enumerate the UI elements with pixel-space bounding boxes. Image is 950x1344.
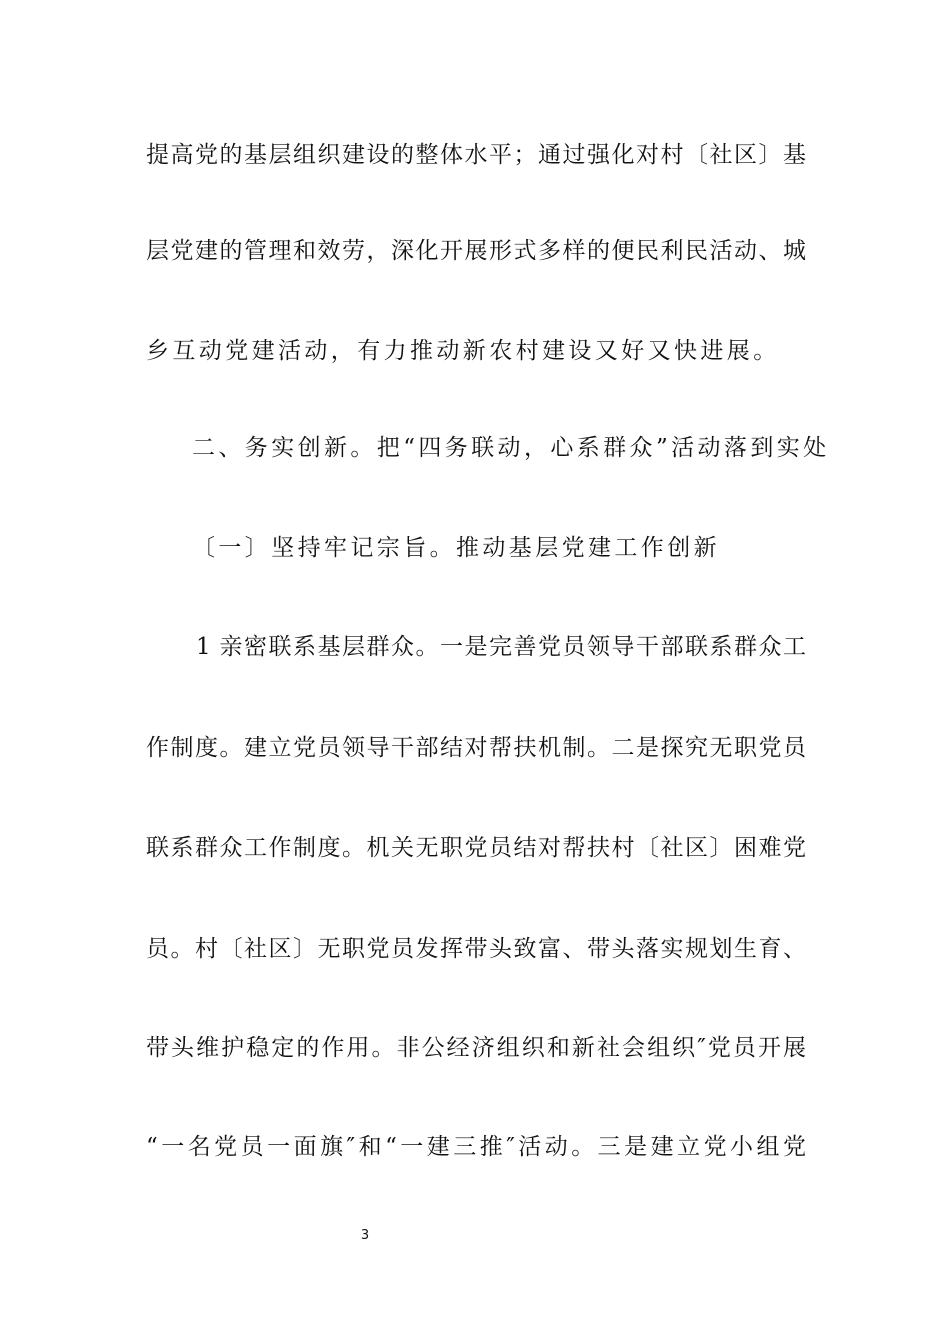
paragraph-line: “一名党员一面旗″和“一建三推″活动。三是建立党小组党: [146, 1134, 806, 1160]
paragraph-line: 1 亲密联系基层群众。一是完善党员领导干部联系群众工: [196, 634, 806, 660]
subsection-heading: 〔一〕坚持牢记宗旨。推动基层党建工作创新: [192, 535, 720, 561]
page-number: 3: [360, 1228, 370, 1243]
paragraph-line: 提高党的基层组织建设的整体水平；通过强化对村〔社区〕基: [146, 142, 806, 168]
section-heading: 二、务实创新。把“四务联动，心系群众”活动落到实处: [192, 435, 830, 461]
paragraph-line: 作制度。建立党员领导干部结对帮扶机制。二是探究无职党员: [146, 735, 806, 761]
paragraph-line: 层党建的管理和效劳，深化开展形式多样的便民利民活动、城: [146, 238, 806, 264]
paragraph-line: 乡互动党建活动，有力推动新农村建设又好又快进展。: [146, 338, 780, 364]
paragraph-line: 联系群众工作制度。机关无职党员结对帮扶村〔社区〕困难党: [146, 835, 806, 861]
paragraph-line: 员。村〔社区〕无职党员发挥带头致富、带头落实规划生育、: [146, 936, 806, 962]
paragraph-line: 带头维护稳定的作用。非公经济组织和新社会组织″党员开展: [146, 1035, 806, 1061]
